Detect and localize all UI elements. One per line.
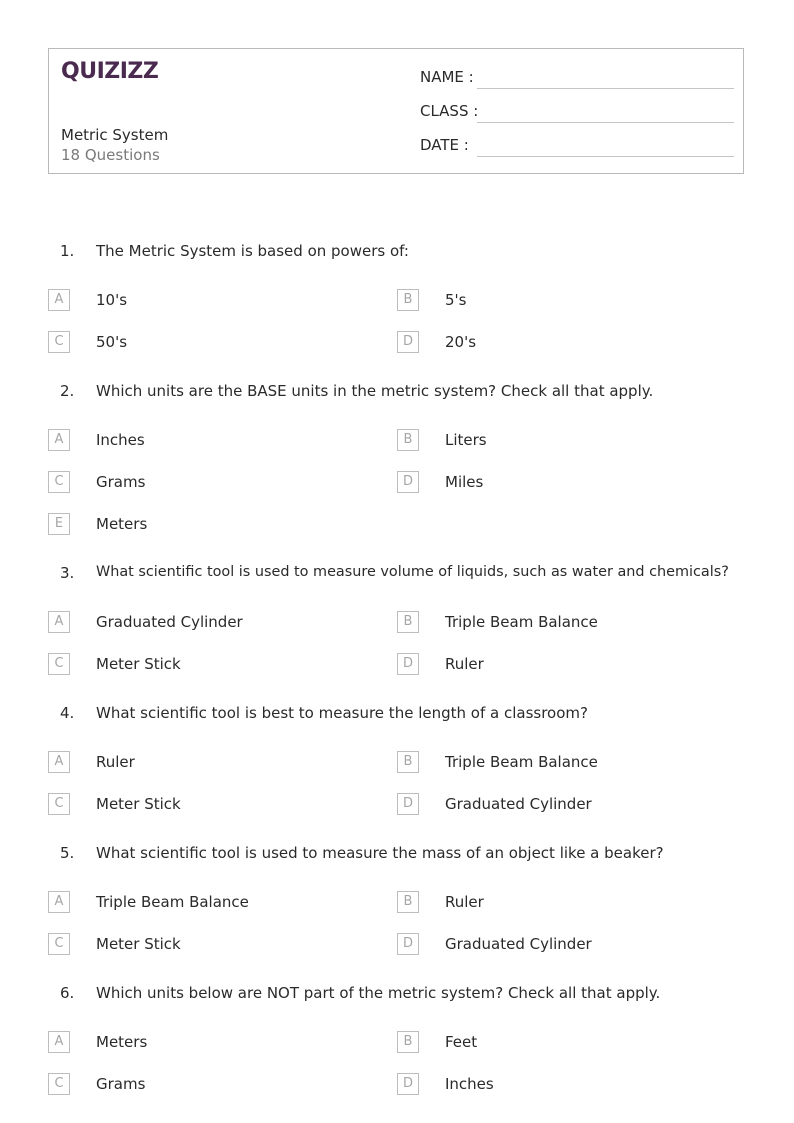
option-text: 10's [96,291,128,309]
option-letter-box[interactable]: B [397,289,419,311]
option-text: Triple Beam Balance [96,893,249,911]
worksheet-title: Metric System [61,126,169,144]
option-text: Inches [96,431,145,449]
name-label: NAME : [420,68,474,86]
option-letter-box[interactable]: C [48,1073,70,1095]
worksheet-header [48,48,744,174]
option-text: Inches [445,1075,494,1093]
option-letter-box[interactable]: A [48,429,70,451]
option-letter-box[interactable]: B [397,751,419,773]
option-text: Grams [96,473,146,491]
date-field[interactable] [420,136,734,160]
option-letter-box[interactable]: A [48,289,70,311]
option-text: Meter Stick [96,935,181,953]
option-text: 20's [445,333,477,351]
option-text: Meter Stick [96,795,181,813]
option-text: Graduated Cylinder [445,795,592,813]
quizizz-logo: QUIZIZZ [61,59,159,84]
option-letter-box[interactable]: B [397,891,419,913]
option-text: Liters [445,431,487,449]
option-text: 50's [96,333,128,351]
option-letter-box[interactable]: C [48,793,70,815]
option-letter-box[interactable]: B [397,1031,419,1053]
option-letter-box[interactable]: A [48,611,70,633]
option-letter-box[interactable]: A [48,891,70,913]
name-field[interactable] [420,68,734,92]
class-line[interactable] [477,122,734,123]
option-text: Meters [96,515,148,533]
option-text: Meter Stick [96,655,181,673]
option-letter-box[interactable]: D [397,1073,419,1095]
question-text: Which units below are NOT part of the metric system? Check all that apply. [96,984,661,1002]
option-text: Triple Beam Balance [445,753,598,771]
option-text: Graduated Cylinder [96,613,243,631]
option-letter-box[interactable]: B [397,429,419,451]
question-number: 4. [60,704,75,722]
option-letter-box[interactable]: D [397,331,419,353]
option-letter-box[interactable]: A [48,751,70,773]
option-text: Graduated Cylinder [445,935,592,953]
option-letter-box[interactable]: D [397,793,419,815]
option-letter-box[interactable]: C [48,331,70,353]
option-text: Ruler [445,655,484,673]
question-number: 5. [60,844,75,862]
option-letter-box[interactable]: A [48,1031,70,1053]
date-line[interactable] [477,156,734,157]
name-line[interactable] [477,88,734,89]
option-letter-box[interactable]: D [397,653,419,675]
option-letter-box[interactable]: E [48,513,70,535]
question-text: What scientific tool is used to measure the mass of an object like a beaker? [96,844,664,862]
option-letter-box[interactable]: C [48,653,70,675]
date-label: DATE : [420,136,469,154]
question-text: What scientific tool is used to measure volume of liquids, such as water and chemicals? [96,564,729,580]
option-text: Ruler [96,753,135,771]
option-letter-box[interactable]: D [397,471,419,493]
option-letter-box[interactable]: D [397,933,419,955]
question-number: 3. [60,564,75,582]
option-letter-box[interactable]: C [48,471,70,493]
question-text: Which units are the BASE units in the metric system? Check all that apply. [96,382,654,400]
question-text: What scientific tool is best to measure the length of a classroom? [96,704,588,722]
question-number: 6. [60,984,75,1002]
option-letter-box[interactable]: B [397,611,419,633]
question-number: 1. [60,242,75,260]
option-text: Ruler [445,893,484,911]
option-text: 5's [445,291,467,309]
option-text: Triple Beam Balance [445,613,598,631]
question-count: 18 Questions [61,146,160,164]
question-text: The Metric System is based on powers of: [96,242,409,260]
option-text: Meters [96,1033,148,1051]
class-field[interactable] [420,102,734,126]
class-label: CLASS : [420,102,479,120]
option-text: Feet [445,1033,478,1051]
option-text: Miles [445,473,484,491]
option-letter-box[interactable]: C [48,933,70,955]
option-text: Grams [96,1075,146,1093]
question-number: 2. [60,382,75,400]
